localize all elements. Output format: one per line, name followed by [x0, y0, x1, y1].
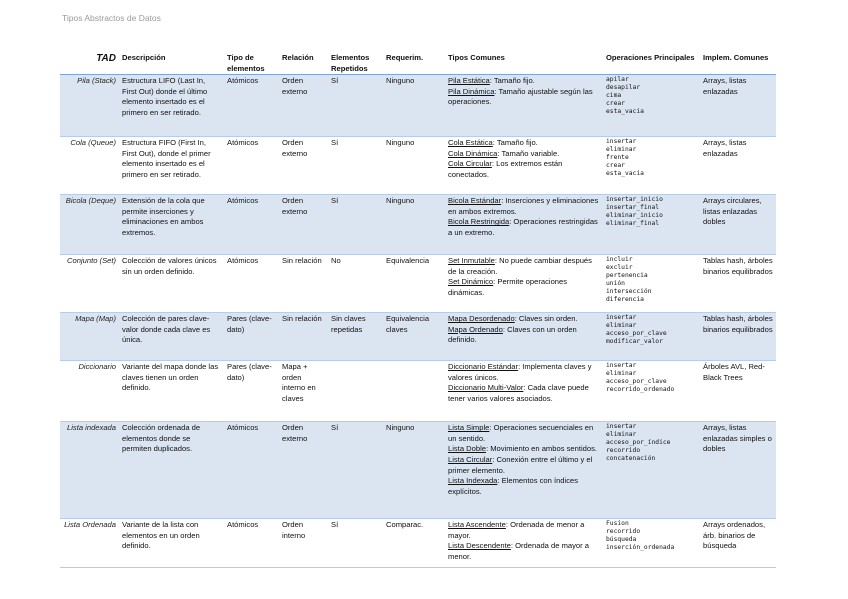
implementations-cell: Árboles AVL, Red-Black Trees [700, 361, 776, 422]
common-type-text: : No puede cambiar después de la creación. [448, 256, 592, 276]
table-header-row [60, 51, 776, 75]
common-types-cell [445, 137, 603, 195]
common-type-text: : Operaciones restringidas a un extremo. [448, 217, 598, 237]
operation-item: acceso_por_clave [606, 330, 667, 338]
repeated-cell: Sí [328, 519, 383, 568]
operation-item: inserción_ordenada [606, 544, 675, 552]
description-cell: Estructura LIFO (Last In, First Out) donde el último elemento insertado es el primero en ser retirado. [119, 75, 224, 137]
repeated-cell: Sí [328, 75, 383, 137]
tad-name-conjunto-set: Conjunto (Set) [60, 255, 119, 313]
operation-item: Fusion [606, 520, 629, 528]
operation-item: acceso_por_índice [606, 439, 671, 447]
common-type-label: Lista Circular [448, 454, 493, 464]
header-elementos-repetidos: Elementos Repetidos [328, 51, 383, 75]
operation-item: eliminar_final [606, 220, 660, 228]
operation-item: búsqueda [606, 536, 637, 544]
operation-item: cima [606, 92, 622, 100]
implementations-cell: Arrays ordenados, árb. binarios de búsqueda [700, 519, 776, 568]
common-type-label: Mapa Ordenado [448, 324, 503, 334]
requirement-cell: Equivalencia [383, 255, 445, 313]
requirement-cell: Comparac. [383, 519, 445, 568]
element-type-cell: Atómicos [224, 137, 279, 195]
common-type-entry [448, 87, 600, 108]
common-types-cell [445, 519, 603, 568]
common-type-label: Cola Circular [448, 159, 492, 169]
operation-item: excluir [606, 264, 633, 272]
implementations-cell: Arrays, listas enlazadas [700, 137, 776, 195]
common-type-label: Set Dinámico [448, 277, 494, 287]
operation-item: crear [606, 162, 625, 170]
common-type-entry [448, 444, 600, 455]
common-type-entry [448, 423, 600, 444]
operation-item: eliminar [606, 370, 637, 378]
table-row [60, 361, 776, 422]
description-cell: Extensión de la cola que permite inserciones y eliminaciones en ambos extremos. [119, 195, 224, 255]
relation-cell: Orden externo [279, 195, 328, 255]
common-type-entry [448, 256, 600, 277]
common-types-cell [445, 255, 603, 313]
operation-item: frente [606, 154, 629, 162]
common-type-text: : Claves con un orden definido. [448, 324, 577, 345]
element-type-cell: Atómicos [224, 519, 279, 568]
operation-item: recorrido [606, 528, 641, 536]
operations-cell [603, 313, 700, 361]
operations-cell [603, 255, 700, 313]
operation-item: esta_vacia [606, 108, 644, 116]
tad-name-lista-indexada: Lista indexada [60, 422, 119, 519]
table-row [60, 519, 776, 568]
common-type-text: : Ordenada de mayor a menor. [448, 541, 589, 561]
operation-item: diferencia [606, 296, 644, 304]
common-type-entry [448, 476, 600, 497]
operations-cell [603, 195, 700, 255]
operation-item: intersección [606, 288, 652, 296]
tad-name-diccionario: Diccionario [60, 361, 119, 422]
common-type-text: : Tamaño fijo. [492, 138, 538, 148]
operations-cell [603, 519, 700, 568]
repeated-cell [328, 361, 383, 422]
common-type-text: : Los extremos están conectados. [448, 159, 563, 179]
operation-item: eliminar_inicio [606, 212, 663, 220]
requirement-cell: Ninguno [383, 75, 445, 137]
requirement-cell: Ninguno [383, 422, 445, 519]
relation-cell: Sin relación [279, 255, 328, 313]
operation-item: apilar [606, 76, 629, 84]
common-type-label: Pila Estática [448, 76, 490, 86]
common-type-text: : Permite operaciones dinámicas. [448, 277, 568, 297]
header-tad: TAD [60, 51, 119, 75]
common-types-cell [445, 195, 603, 255]
common-type-entry [448, 314, 600, 325]
header-descripcion: Descripción [119, 51, 224, 75]
common-type-label: Bicola Restringida [448, 217, 510, 227]
element-type-cell: Atómicos [224, 255, 279, 313]
requirement-cell [383, 361, 445, 422]
operations-cell [603, 137, 700, 195]
operation-item: insertar [606, 362, 637, 370]
header-requerimientos: Requerim. [383, 51, 445, 75]
operation-item: insertar_inicio [606, 196, 663, 204]
common-type-label: Mapa Desordenado [448, 314, 515, 324]
common-type-entry [448, 455, 600, 476]
relation-cell: Orden externo [279, 422, 328, 519]
relation-cell: Sin relación [279, 313, 328, 361]
common-type-text: : Tamaño ajustable según las operaciones. [448, 86, 593, 107]
common-type-entry [448, 159, 600, 180]
element-type-cell: Atómicos [224, 422, 279, 519]
description-cell: Estructura FIFO (First In, First Out), donde el primer elemento insertado es el primero en ser retirado. [119, 137, 224, 195]
operation-item: modificar_valor [606, 338, 663, 346]
common-type-label: Lista Simple [448, 423, 490, 433]
common-type-text: : Claves sin orden. [514, 314, 578, 324]
common-type-label: Lista Indexada [448, 476, 498, 486]
operation-item: desapilar [606, 84, 641, 92]
description-cell: Colección de valores únicos sin un orden definido. [119, 255, 224, 313]
operation-item: esta_vacia [606, 170, 644, 178]
element-type-cell: Atómicos [224, 195, 279, 255]
common-type-entry [448, 362, 600, 383]
relation-cell: Orden interno [279, 519, 328, 568]
common-type-entry [448, 138, 600, 149]
table-row [60, 137, 776, 195]
operation-item: insertar [606, 423, 637, 431]
element-type-cell: Pares (clave-dato) [224, 313, 279, 361]
operation-item: acceso_por_clave [606, 378, 667, 386]
relation-cell: Orden externo [279, 75, 328, 137]
operations-cell [603, 422, 700, 519]
common-types-cell [445, 422, 603, 519]
element-type-cell: Atómicos [224, 75, 279, 137]
operation-item: insertar_final [606, 204, 660, 212]
common-type-text: : Inserciones y eliminaciones en ambos extremos. [448, 196, 599, 216]
table-row [60, 195, 776, 255]
description-cell: Variante del mapa donde las claves tienen un orden definido. [119, 361, 224, 422]
header-tipos-comunes: Tipos Comunes [445, 51, 603, 75]
description-cell: Variante de la lista con elementos en un orden definido. [119, 519, 224, 568]
common-type-text: : Ordenada de menor a mayor. [448, 520, 585, 540]
common-type-text: : Cada clave puede tener varios valores asociados. [448, 383, 589, 403]
requirement-cell: Ninguno [383, 137, 445, 195]
implementations-cell: Tablas hash, árboles binarios equilibrados [700, 313, 776, 361]
implementations-cell: Tablas hash, árboles binarios equilibrados [700, 255, 776, 313]
operation-item: recorrido [606, 447, 641, 455]
operation-item: recorrido_ordenado [606, 386, 675, 394]
implementations-cell: Arrays, listas enlazadas simples o dobles [700, 422, 776, 519]
common-type-text: : Implementa claves y valores únicos. [448, 362, 592, 382]
operation-item: crear [606, 100, 625, 108]
table-row [60, 255, 776, 313]
operations-cell [603, 75, 700, 137]
common-type-label: Cola Dinámica [448, 148, 498, 158]
relation-cell: Mapa + orden interno en claves [279, 361, 328, 422]
tad-name-bicola-deque: Bicola (Deque) [60, 195, 119, 255]
common-type-entry [448, 520, 600, 541]
repeated-cell: Sí [328, 137, 383, 195]
element-type-cell: Pares (clave-dato) [224, 361, 279, 422]
common-type-label: Lista Doble [448, 444, 486, 454]
table-row [60, 75, 776, 137]
common-type-label: Diccionario Estándar [448, 362, 519, 372]
common-type-entry [448, 217, 600, 238]
table-row [60, 422, 776, 519]
common-type-label: Pila Dinámica [448, 86, 495, 96]
repeated-cell: No [328, 255, 383, 313]
common-type-text: : Tamaño variable. [497, 148, 560, 158]
operation-item: eliminar [606, 146, 637, 154]
operation-item: unión [606, 280, 625, 288]
implementations-cell: Arrays circulares, listas enlazadas dobles [700, 195, 776, 255]
common-type-entry [448, 76, 600, 87]
repeated-cell: Sin claves repetidas [328, 313, 383, 361]
operation-item: insertar [606, 314, 637, 322]
description-cell: Colección de pares clave-valor donde cada clave es única. [119, 313, 224, 361]
repeated-cell: Sí [328, 195, 383, 255]
description-cell: Colección ordenada de elementos donde se permiten duplicados. [119, 422, 224, 519]
repeated-cell: Sí [328, 422, 383, 519]
header-implementaciones: Implem. Comunes [700, 51, 776, 75]
operation-item: eliminar [606, 431, 637, 439]
common-types-cell [445, 361, 603, 422]
common-type-label: Lista Descendente [448, 541, 511, 551]
tad-name-mapa-map: Mapa (Map) [60, 313, 119, 361]
operation-item: eliminar [606, 322, 637, 330]
common-types-cell [445, 313, 603, 361]
requirement-cell: Equivalencia claves [383, 313, 445, 361]
tad-name-pila-stack: Pila (Stack) [60, 75, 119, 137]
common-type-entry [448, 325, 600, 346]
operations-cell [603, 361, 700, 422]
common-type-label: Bicola Estándar [448, 196, 502, 206]
operation-item: insertar [606, 138, 637, 146]
tad-name-cola-queue: Cola (Queue) [60, 137, 119, 195]
header-relacion: Relación [279, 51, 328, 75]
tad-name-lista-ordenada: Lista Ordenada [60, 519, 119, 568]
operation-item: pertenencia [606, 272, 648, 280]
relation-cell: Orden externo [279, 137, 328, 195]
tad-table [60, 51, 776, 568]
operation-item: incluir [606, 256, 633, 264]
document-title: Tipos Abstractos de Datos [62, 13, 161, 23]
header-tipo-elementos: Tipo de elementos [224, 51, 279, 75]
requirement-cell: Ninguno [383, 195, 445, 255]
common-type-label: Set Inmutable [448, 256, 495, 266]
implementations-cell: Arrays, listas enlazadas [700, 75, 776, 137]
header-operaciones: Operaciones Principales [603, 51, 700, 75]
common-types-cell [445, 75, 603, 137]
common-type-entry [448, 149, 600, 160]
operation-item: concatenación [606, 455, 656, 463]
common-type-label: Lista Ascendente [448, 520, 506, 530]
common-type-entry [448, 383, 600, 404]
common-type-text: : Conexión entre el último y el primer elemento. [448, 454, 593, 475]
common-type-entry [448, 541, 600, 562]
common-type-text: : Tamaño fijo. [489, 76, 535, 86]
common-type-text: : Movimiento en ambos sentidos. [486, 444, 598, 454]
common-type-entry [448, 277, 600, 298]
common-type-label: Cola Estática [448, 138, 493, 148]
common-type-entry [448, 196, 600, 217]
common-type-label: Diccionario Multi-Valor [448, 383, 524, 393]
common-type-text: : Elementos con índices explícitos. [448, 476, 579, 496]
table-row [60, 313, 776, 361]
common-type-text: : Operaciones secuenciales en un sentido. [448, 423, 594, 443]
